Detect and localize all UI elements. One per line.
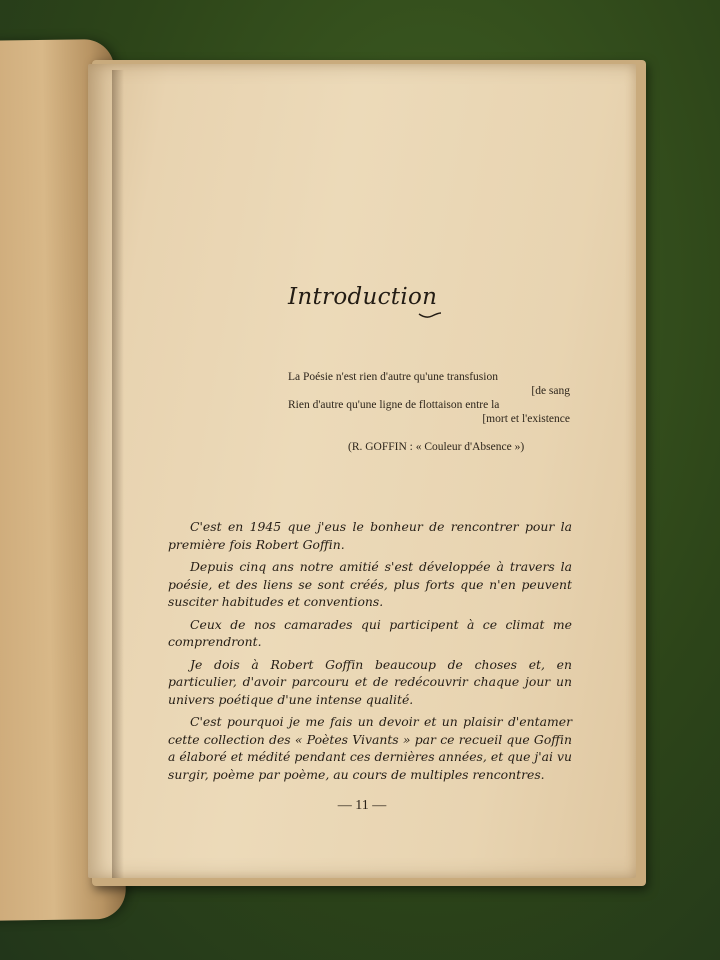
paragraph: C'est pourquoi je me fais un devoir et un plaisir d'entamer cette collection des « Poètes Vivants » par ce recueil que Goffin a élaboré et médité pendant ces dernières années, et que j'ai vu surgir, poème par poème, au cours de multiples rencontres. bbox=[168, 714, 572, 782]
spine-shadow bbox=[112, 70, 124, 878]
paragraph: C'est en 1945 que j'eus le bonheur de rencontrer pour la première fois Robert Goffin. bbox=[168, 519, 572, 552]
title-swash-flourish bbox=[418, 310, 442, 320]
epigraph-attribution: (R. GOFFIN : « Couleur d'Absence ») bbox=[348, 441, 525, 453]
epigraph-line-continuation: [de sang bbox=[531, 385, 570, 397]
epigraph-line: Rien d'autre qu'une ligne de flottaison entre la bbox=[288, 399, 500, 411]
page-number: — 11 — bbox=[337, 798, 387, 813]
paragraph: Je dois à Robert Goffin beaucoup de choses et, en particulier, d'avoir parcouru et de redécouvrir chaque jour un univers poétique d'une intense qualité. bbox=[168, 656, 572, 707]
epigraph bbox=[288, 370, 578, 454]
paragraph: Ceux de nos camarades qui participent à ce climat me comprendront. bbox=[168, 616, 572, 649]
paragraph: Depuis cinq ans notre amitié s'est développée à travers la poésie, et des liens se sont créés, plus forts que n'en peuvent susciter habitudes et conventions. bbox=[168, 559, 572, 609]
epigraph-line: La Poésie n'est rien d'autre qu'une transfusion bbox=[288, 371, 498, 383]
body-text bbox=[168, 518, 572, 788]
epigraph-line-continuation: [mort et l'existence bbox=[482, 413, 570, 425]
book-page bbox=[88, 64, 636, 878]
page-title: Introduction bbox=[288, 284, 438, 310]
